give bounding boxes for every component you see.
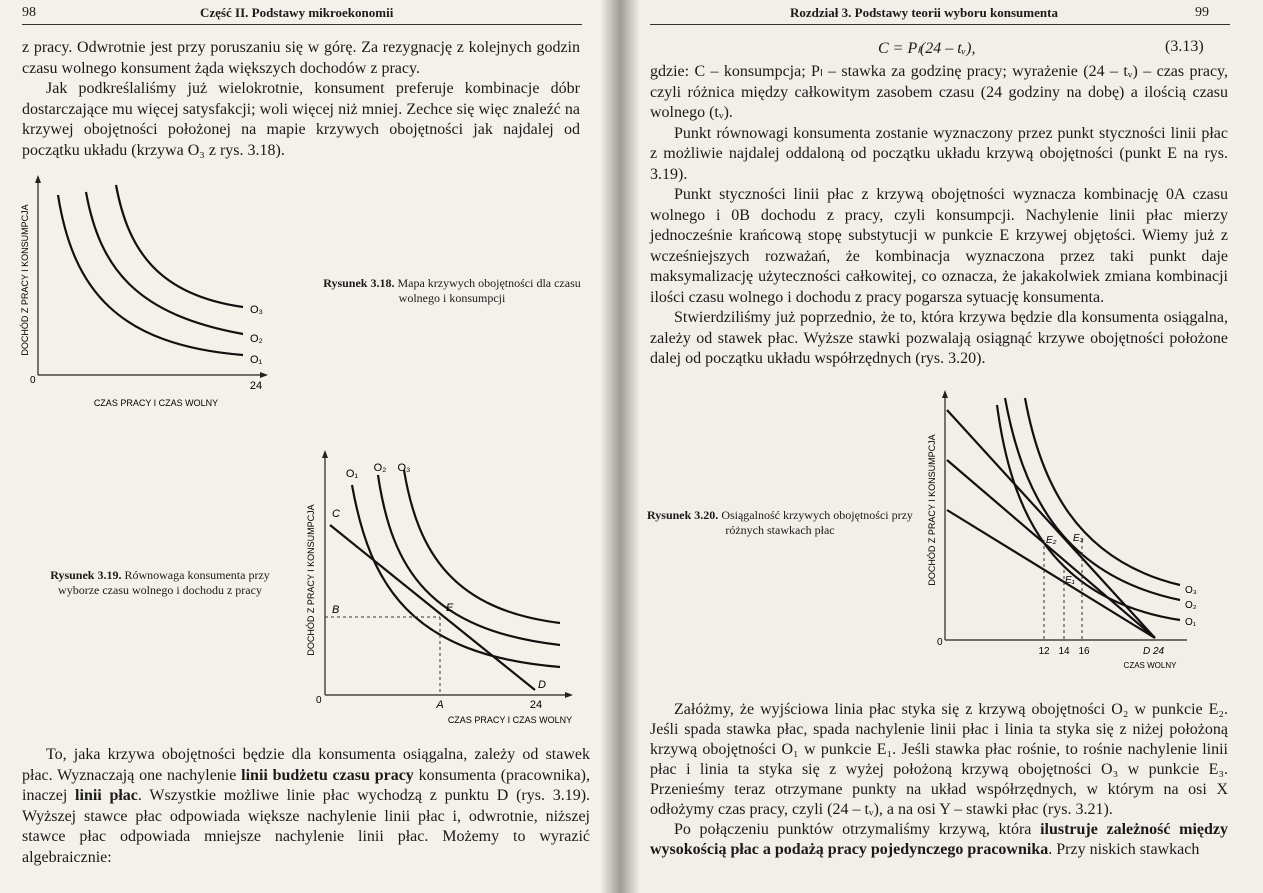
figure-caption-3-20 (640, 508, 920, 538)
paragraph-block-top (22, 38, 580, 161)
point-c-label: C (332, 508, 340, 520)
x-axis-label: CZAS WOLNY (1123, 661, 1177, 670)
curve-label-o3: O₃ (397, 462, 411, 474)
curve-label-o2: O₂ (250, 333, 263, 345)
point-d-label: D (538, 679, 546, 691)
x-axis-label: CZAS PRACY I CZAS WOLNY (447, 715, 573, 725)
figure-3-20 (925, 390, 1225, 680)
header-rule (22, 24, 582, 25)
left-page (0, 0, 620, 893)
running-head: Część II. Podstawy mikroekonomii (200, 5, 394, 20)
wage-line-cd (330, 525, 535, 690)
figure-3-19 (300, 445, 590, 735)
figure-caption-3-18 (318, 276, 586, 306)
curve-label-o3: O₃ (1185, 585, 1197, 596)
caption-label: Rysunek 3.18. (323, 276, 395, 290)
paragraph: To, jaka krzywa obojętności będzie dla konsumenta osiągalna, zależy od stawek płac. Wyznaczają one nachylenie linii budżetu czasu pracy konsumenta (pracownika), inaczej linii płac. Wszystkie możliwe linie płac wychodzą z punktu D (rys. 3.19). Wyższej stawce płac odpowiada większe nachylenie linii płac i, odwrotnie, niższej stawce płac odpowiada mniejsze nachylenie linii płac. Możemy to wyrazić algebraicznie: (22, 746, 591, 866)
wage-line-high (947, 410, 1155, 638)
wage-line-low (947, 510, 1155, 638)
page-number: 98 (22, 5, 36, 20)
right-page (620, 0, 1263, 893)
point-e2-label: E₂ (1046, 535, 1057, 546)
caption-label: Rysunek 3.20. (647, 508, 719, 522)
curve-label-o1: O₁ (1185, 617, 1197, 628)
point-b-label: B (332, 604, 340, 616)
curve-o3 (404, 470, 560, 623)
curve-label-o1: O₁ (345, 468, 359, 480)
paragraph: Jak podkreślaliśmy już wielokrotnie, konsument preferuje kombinacje dóbr dostarczające mu więcej satysfakcji; woli więcej niż mniej. Zechce się więc znaleźć na krzywej obojętności położonej na mapie krzywych obojętności jak najdalej od początku układu (krzywa O₃ z rys. 3.18). (22, 80, 580, 159)
figure-caption-3-19 (30, 568, 290, 598)
paragraph: z pracy. Odwrotnie jest przy poruszaniu się w górę. Za rezygnację z kolejnych godzin czasu wolnego konsument żąda większych dochodów z pracy. (22, 39, 580, 77)
curve-label-o1: O₁ (250, 354, 263, 366)
point-e1-label: E₁ (1065, 575, 1075, 586)
figure-3-18 (18, 170, 298, 410)
x-tick-16: 16 (1078, 646, 1090, 657)
y-axis-label: DOCHÓD Z PRACY I KONSUMPCJA (20, 204, 30, 356)
curve-o3 (1025, 398, 1180, 585)
caption-text: Osiągalność krzywych obojętności przy różnych stawkach płac (721, 508, 913, 537)
curve-o2 (378, 475, 560, 645)
point-d-label: D 24 (1143, 646, 1165, 657)
caption-text: Mapa krzywych obojętności dla czasu wolnego i konsumpcji (397, 276, 581, 305)
point-e-label: E (446, 602, 454, 614)
paragraph: Załóżmy, że wyjściowa linia płac styka się z krzywą obojętności O₂ w punkcie E₂. Jeśli spada stawka płac, spada nachylenie linii płac i linia ta styka się z niżej położoną krzywą obojętności O₁ w punkcie E₁. Jeśli stawka płac rośnie, to rośnie nachylenie linii płac i linia ta styka się z wyżej położoną krzywą obojętności O₃ w punkcie E₃. Przenieśmy teraz otrzymane punkty na układ współrzędnych, w którym na osi X odłożymy czas pracy, czyli (24 – tᵥ), a na osi Y – stawki płac (rys. 3.21). (650, 701, 1228, 818)
curve-o1 (997, 405, 1180, 620)
paragraph: gdzie: C – konsumpcja; Pₗ – stawka za godzinę pracy; wyrażenie (24 – tᵥ) – czas pracy, czyli różnica między całkowitym zasobem czasu (24 godziny na dobę) a ilością czasu wolnego (tᵥ). (650, 63, 1228, 121)
equation: C = Pₗ(24 – tᵥ), (878, 40, 976, 57)
wage-line-mid (947, 460, 1155, 638)
paragraph: Stwierdziliśmy już poprzednio, że to, która krzywa będzie dla konsumenta osiągalna, zależy od stawek płac. Wyższe stawki pozwalają osiągnąć krzywe obojętności położone dalej od początku układu współrzędnych (rys. 3.20). (650, 309, 1228, 367)
origin-label: 0 (316, 695, 322, 706)
paragraph-block-top (650, 62, 1228, 370)
x-axis-label: CZAS PRACY I CZAS WOLNY (93, 398, 219, 408)
x-tick-24: 24 (249, 380, 263, 392)
curve-o1 (58, 195, 243, 355)
equation-number: (3.13) (1165, 38, 1204, 55)
x-tick-14: 14 (1058, 646, 1070, 657)
x-tick-12: 12 (1038, 646, 1050, 657)
paragraph: Punkt równowagi konsumenta zostanie wyznaczony przez punkt styczności linii płac z możliwie najdalej oddaloną od początku układu krzywą obojętności (punkt E na rys. 3.19). (650, 124, 1228, 183)
running-head: Rozdział 3. Podstawy teorii wyboru konsumenta (790, 5, 1058, 20)
origin-label: 0 (937, 637, 943, 648)
point-a-label: A (436, 699, 444, 711)
curve-label-o3: O₃ (250, 304, 264, 316)
curve-o2 (86, 192, 243, 334)
header-rule (650, 24, 1230, 25)
paragraph: Po połączeniu punktów otrzymaliśmy krzywą, która ilustruje zależność między wysokością płac a podażą pracy pojedynczego pracownika. Przy niskich stawkach (650, 821, 1229, 858)
caption-label: Rysunek 3.19. (50, 568, 122, 582)
paragraph-block-bottom (22, 745, 590, 868)
paragraph-block-bottom (650, 700, 1228, 860)
curve-label-o2: O₂ (1185, 600, 1197, 611)
y-axis-label: DOCHÓD Z PRACY I KONSUMPCJA (927, 434, 937, 586)
y-axis-label: DOCHÓD Z PRACY I KONSUMPCJA (306, 504, 316, 656)
origin-label: 0 (30, 375, 36, 386)
caption-text: Równowaga konsumenta przy wyborze czasu wolnego i dochodu z pracy (58, 568, 270, 597)
point-e3-label: E₃ (1073, 533, 1084, 544)
paragraph: Punkt styczności linii płac z krzywą obojętności wyznacza kombinację 0A czasu wolnego i 0B dochodu z pracy, czyli konsumpcji. Nachylenie linii płac mierzy jednocześnie krańcową stopę substytucji w punkcie E krzywej objętości. Wiemy już z wcześniejszych rozważań, że kombinacja wyznaczona przez taki punkt daje maksymalizację użyteczności całkowitej, co oznacza, że jakakolwiek zmiana kombinacji ilości czasu wolnego i dochodu z pracy pogarsza sytuację konsumenta. (650, 186, 1228, 306)
page-number: 99 (1195, 5, 1209, 20)
x-tick-24: 24 (529, 699, 543, 711)
curve-label-o2: O₂ (373, 462, 387, 474)
